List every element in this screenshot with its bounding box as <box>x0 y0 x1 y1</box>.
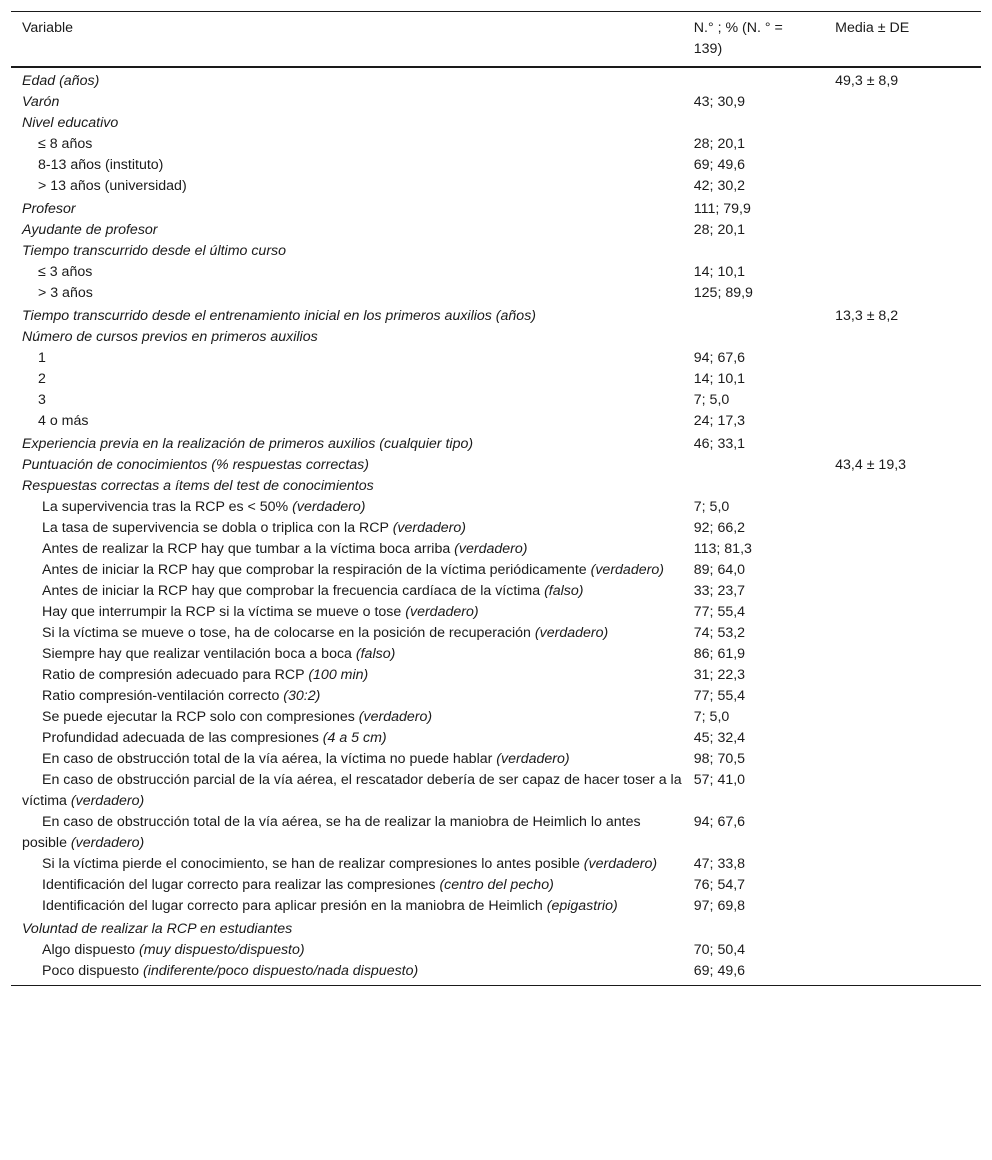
table-row: 4 o más 24; 17,3 <box>38 413 746 429</box>
table-row: Ratio de compresión adecuado para RCP (100 min) 31; 22,3 <box>42 667 746 683</box>
table-row: Nivel educativo <box>22 115 119 131</box>
table-row: Poco dispuesto (indiferente/poco dispuesto/nada dispuesto) 69; 49,6 <box>42 963 746 979</box>
table-row: En caso de obstrucción parcial de la vía aérea, el rescatador debería de ser capaz de hacer toser a la víctima (verdadero) 57; 41,0 <box>22 772 746 809</box>
table-row: Varón 43; 30,9 <box>22 94 746 110</box>
table-row: Antes de iniciar la RCP hay que comprobar la frecuencia cardíaca de la víctima (falso) 33; 23,7 <box>42 583 746 599</box>
table-row: Siempre hay que realizar ventilación boca a boca (falso) 86; 61,9 <box>42 646 746 662</box>
table-row: Respuestas correctas a ítems del test de conocimientos <box>22 478 374 494</box>
header-n-percent: N.° ; % (N. ° = 139) <box>693 20 783 57</box>
table-row: Ratio compresión-ventilación correcto (30:2) 77; 55,4 <box>42 688 746 704</box>
table-row: Edad (años) 49,3 ± 8,9 <box>22 73 899 89</box>
table-header <box>11 12 981 68</box>
table-row: Voluntad de realizar la RCP en estudiantes <box>22 921 293 937</box>
table-row: La tasa de supervivencia se dobla o triplica con la RCP (verdadero) 92; 66,2 <box>42 520 746 536</box>
table-row: Si la víctima se mueve o tose, ha de colocarse en la posición de recuperación (verdadero) 74; 53,2 <box>42 625 746 641</box>
table-row: Si la víctima pierde el conocimiento, se han de realizar compresiones lo antes posible (verdadero) 47; 33,8 <box>42 856 746 872</box>
table-row: > 3 años 125; 89,9 <box>38 285 753 301</box>
table-row: 3 7; 5,0 <box>38 392 730 408</box>
table-row: En caso de obstrucción total de la vía aérea, la víctima no puede hablar (verdadero) 98; 70,5 <box>42 751 746 767</box>
table-row: Profesor 111; 79,9 <box>22 201 751 217</box>
table-row: En caso de obstrucción total de la vía aérea, se ha de realizar la maniobra de Heimlich lo antes posible (verdadero) 94; 67,6 <box>22 814 746 851</box>
table-row: Hay que interrumpir la RCP si la víctima se mueve o tose (verdadero) 77; 55,4 <box>42 604 746 620</box>
table-row: Tiempo transcurrido desde el entrenamiento inicial en los primeros auxilios (años) 13,3 ± 8,2 <box>22 308 899 324</box>
table-row: Tiempo transcurrido desde el último curso <box>22 243 287 259</box>
table-row: Algo dispuesto (muy dispuesto/dispuesto) 70; 50,4 <box>42 942 746 958</box>
table-container <box>11 11 981 986</box>
table-body <box>11 67 981 986</box>
table-row: > 13 años (universidad) 42; 30,2 <box>38 178 746 194</box>
table-row: Antes de realizar la RCP hay que tumbar a la víctima boca arriba (verdadero) 113; 81,3 <box>42 541 752 557</box>
table-row: 8-13 años (instituto) 69; 49,6 <box>38 157 746 173</box>
table-row: Número de cursos previos en primeros auxilios <box>22 329 318 345</box>
table-row: Puntuación de conocimientos (% respuestas correctas) 43,4 ± 19,3 <box>22 457 907 473</box>
table-row: ≤ 8 años 28; 20,1 <box>38 136 746 152</box>
table-row: Antes de iniciar la RCP hay que comprobar la respiración de la víctima periódicamente (verdadero) 89; 64,0 <box>42 562 746 578</box>
table-row: Identificación del lugar correcto para realizar las compresiones (centro del pecho) 76; 54,7 <box>42 877 746 893</box>
header-variable: Variable <box>22 20 73 36</box>
table-row: Profundidad adecuada de las compresiones (4 a 5 cm) 45; 32,4 <box>42 730 746 746</box>
table-row: Ayudante de profesor 28; 20,1 <box>22 222 746 238</box>
table-row: ≤ 3 años 14; 10,1 <box>38 264 746 280</box>
table-row: 1 94; 67,6 <box>38 350 746 366</box>
data-table <box>11 11 981 986</box>
table-row: Experiencia previa en la realización de primeros auxilios (cualquier tipo) 46; 33,1 <box>22 436 746 452</box>
table-row: Identificación del lugar correcto para aplicar presión en la maniobra de Heimlich (epigastrio) 97; 69,8 <box>42 898 746 914</box>
table-row: 2 14; 10,1 <box>38 371 746 387</box>
table-row: Se puede ejecutar la RCP solo con compresiones (verdadero) 7; 5,0 <box>42 709 730 725</box>
header-mean-sd: Media ± DE <box>835 20 910 36</box>
table-row: La supervivencia tras la RCP es < 50% (verdadero) 7; 5,0 <box>42 499 730 515</box>
